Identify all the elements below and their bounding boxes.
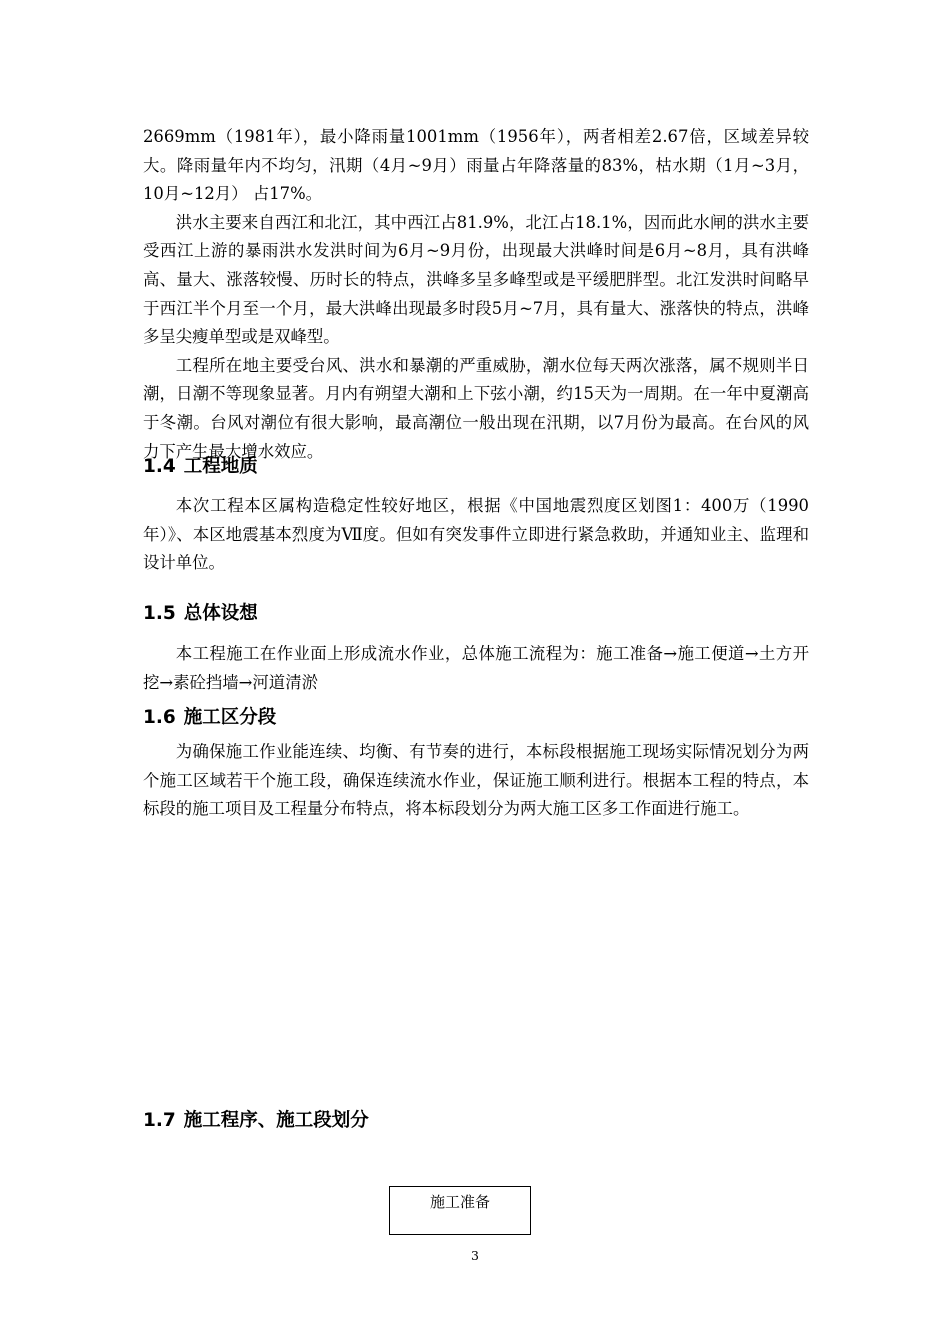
section-number: 1.4 [143,456,176,477]
section-body-1-4 [143,492,809,578]
section-title: 总体设想 [183,603,258,624]
paragraph-tide: 工程所在地主要受台风、洪水和暴潮的严重威胁，潮水位每天两次涨落，属不规则半日潮，日潮不等现象显著。月内有朔望大潮和上下弦小潮，约15天为一周期。在一年中夏潮高于冬潮。台风对潮位有很大影响，最高潮位一般出现在汛期，以7月份为最高。在台风的风力下产生最大增水效应。 [143,355,809,461]
section-number: 1.6 [143,707,176,728]
section-heading-1-5 [143,602,258,626]
section-title: 施工程序、施工段划分 [183,1110,369,1131]
paragraph-geology: 本次工程本区属构造稳定性较好地区，根据《中国地震烈度区划图1：400万（1990年）》、本区地震基本烈度为Ⅶ度。但如有突发事件立即进行紧急救助，并通知业主、监理和设计单位。 [143,496,809,573]
paragraph-segmentation: 为确保施工作业能连续、均衡、有节奏的进行，本标段根据施工现场实际情况划分为两个施工区域若干个施工段，确保连续流水作业，保证施工顺利进行。根据本工程的特点，本标段的施工项目及工程量分布特点，将本标段划分为两大施工区多工作面进行施工。 [143,742,809,819]
paragraph-overall-plan: 本工程施工在作业面上形成流水作业，总体施工流程为：施工准备→施工便道→土方开挖→素砼挡墙→河道清淤 [143,644,809,692]
section-number: 1.7 [143,1110,176,1131]
section-body-1-6 [143,738,809,824]
section-heading-1-6 [143,706,276,730]
section-number: 1.5 [143,603,176,624]
section-heading-1-7 [143,1109,369,1133]
page-number: 3 [471,1248,479,1263]
section-heading-1-4 [143,455,258,479]
section-title: 施工区分段 [183,707,277,728]
section-title: 工程地质 [183,456,258,477]
paragraph-group-top [143,123,809,466]
section-body-1-5 [143,640,809,697]
flowchart-step-label: 施工准备 [429,1193,490,1211]
flowchart-step-preparation [389,1186,531,1235]
paragraph-rainfall: 2669mm（1981年），最小降雨量1001mm（1956年），两者相差2.67倍，区域差异较大。降雨量年内不均匀，汛期（4月~9月）雨量占年降落量的83%，枯水期（1月~3月，10月~12月） 占17%。 [143,127,809,204]
paragraph-flood: 洪水主要来自西江和北江，其中西江占81.9%，北江占18.1%，因而此水闸的洪水主要受西江上游的暴雨洪水发洪时间为6月~9月份，出现最大洪峰时间是6月~8月，具有洪峰高、量大、涨落较慢、历时长的特点，洪峰多呈多峰型或是平缓肥胖型。北江发洪时间略早于西江半个月至一个月，最大洪峰出现最多时段5月~7月，具有量大、涨落快的特点，洪峰多呈尖瘦单型或是双峰型。 [143,212,809,347]
